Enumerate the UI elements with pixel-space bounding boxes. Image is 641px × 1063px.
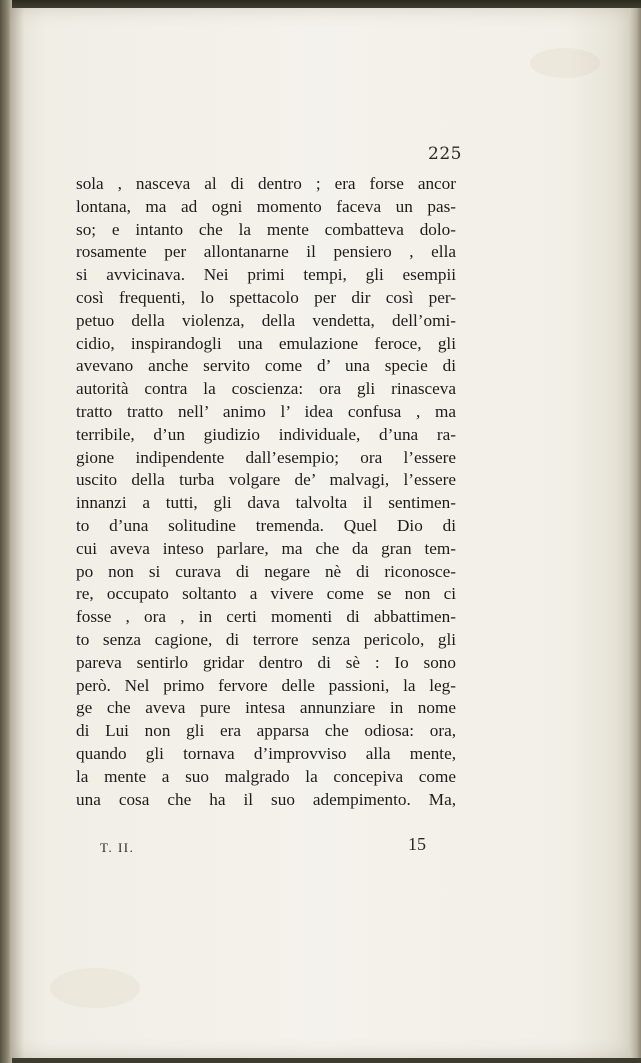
text-line: to senza cagione, di terrore senza pericolo, gli [76,629,456,649]
text-line: di Lui non gli era apparsa che odiosa: ora, [76,721,456,741]
text-line: però. Nel primo fervore delle passioni, la leg- [76,675,456,695]
text-line: si avvicinava. Nei primi tempi, gli esempii [76,265,456,285]
text-line: fosse , ora , in certi momenti di abbattimen- [76,607,456,627]
text-line: così frequenti, lo spettacolo per dir così per- [76,287,456,307]
text-line: uscito della turba volgare de’ malvagi, l’essere [76,470,456,490]
text-line: quando gli tornava d’improvviso alla mente, [76,743,456,763]
sheet-number: 15 [408,834,426,854]
text-line: sola , nasceva al di dentro ; era forse ancor [76,174,456,193]
page-number: 225 [428,144,462,164]
signature-mark: T. II. [100,840,135,855]
text-line: tratto tratto nell’ animo l’ idea confusa , ma [76,401,456,421]
text-line: terribile, d’un giudizio individuale, d’una ra- [76,424,456,444]
text-line: to d’una solitudine tremenda. Quel Dio di [76,515,456,535]
text-line: po non si curava di negare nè di riconosce- [76,561,456,581]
text-line: lontana, ma ad ogni momento faceva un pas- [76,196,456,216]
text-line: autorità contra la coscienza: ora gli rinasceva [76,379,456,399]
text-line: pareva sentirlo gridar dentro di sè : Io sono [76,652,456,672]
text-line: avevano anche servito come d’ una specie di [76,356,456,376]
paper-stain [50,968,140,1008]
text-line: una cosa che ha il suo adempimento. Ma, [76,789,456,809]
body-text [76,173,456,811]
paper-stain [530,48,600,78]
text-line: cidio, inspirandogli una emulazione feroce, gli [76,333,456,353]
text-line: la mente a suo malgrado la concepiva come [76,766,456,786]
text-line: re, occupato soltanto a vivere come se non ci [76,584,456,604]
text-line: gione indipendente dall’esempio; ora l’essere [76,447,456,467]
text-line: ge che aveva pure intesa annunziare in nome [76,698,456,718]
text-line: so; e intanto che la mente combatteva dolo- [76,219,456,239]
page-fore-edge [629,8,641,1058]
text-line: rosamente per allontanarne il pensiero , ella [76,242,456,262]
text-line: petuo della violenza, della vendetta, dell’omi- [76,310,456,330]
text-line: cui aveva inteso parlare, ma che da gran tem- [76,538,456,558]
gutter-shadow [10,8,24,1058]
text-line: innanzi a tutti, gli dava talvolta il sentimen- [76,493,456,513]
